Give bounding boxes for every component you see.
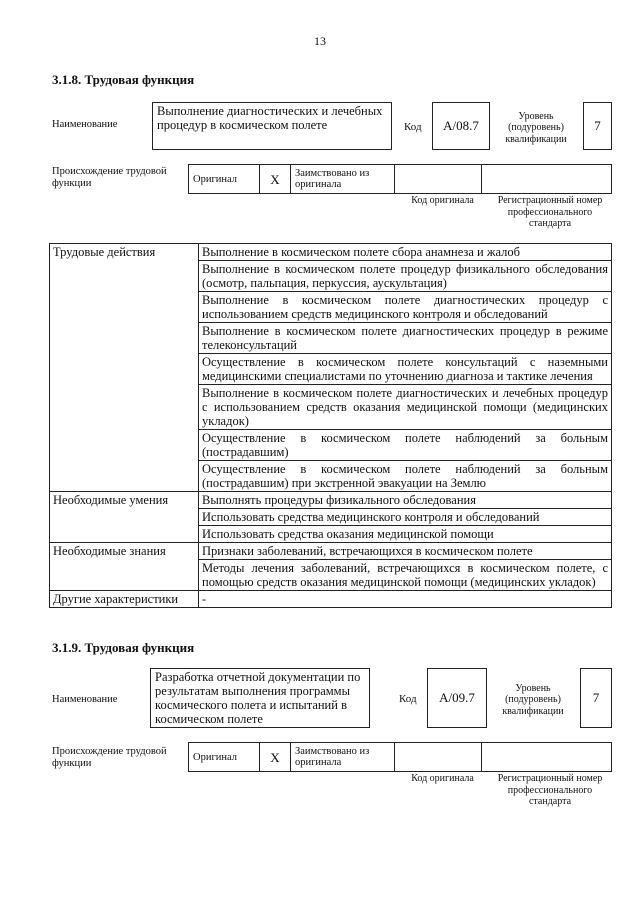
- level-label-318: Уровень (подуровень) квалификации: [505, 110, 567, 145]
- row-description: Выполнение в космическом полете диагностических и лечебных процедур с использованием средств оказания медицинской помощи (медицинских укладок): [199, 385, 612, 430]
- level-value-319: 7: [580, 668, 612, 728]
- row-description: Методы лечения заболеваний, встречающихся в космическом полете, с помощью средств оказания медицинской помощи (медицинских укладок): [199, 560, 612, 591]
- section-title-318: 3.1.8. Трудовая функция: [52, 72, 195, 87]
- orig-code-caption-318: Код оригинала: [411, 195, 474, 206]
- code-value-318: A/08.7: [432, 102, 490, 150]
- table-row: [50, 244, 612, 261]
- table-row: [50, 591, 612, 608]
- row-description: Осуществление в космическом полете консультаций с наземными медицинскими специалистами по уточнению диагноза и тактике лечения: [199, 354, 612, 385]
- orig-code-cell-319: [395, 743, 482, 772]
- row-description: Использовать средства медицинского контроля и обследований: [199, 509, 612, 526]
- reg-number-caption-318: Регистрационный номер профессионального стандарта: [497, 195, 603, 229]
- row-description: Выполнять процедуры физикального обследования: [199, 492, 612, 509]
- level-value-318: 7: [583, 102, 612, 150]
- row-description: Выполнение в космическом полете диагностических процедур в режиме телеконсультаций: [199, 323, 612, 354]
- name-label-319: Наименование: [52, 694, 118, 705]
- orig-code-caption-319: Код оригинала: [411, 773, 474, 784]
- page-number: 13: [314, 34, 326, 48]
- original-mark-319: X: [260, 743, 291, 772]
- name-value-318: Выполнение диагностических и лечебных процедур в космическом полете: [152, 102, 392, 150]
- level-label-319: Уровень (подуровень) квалификации: [502, 682, 564, 717]
- row-description: Выполнение в космическом полете сбора анамнеза и жалоб: [199, 244, 612, 261]
- row-category: Другие характеристики: [50, 591, 199, 608]
- code-value-319: A/09.7: [427, 668, 487, 728]
- code-label-319: Код: [399, 693, 417, 705]
- borrowed-label-319: Заимствовано из оригинала: [291, 743, 395, 772]
- reg-number-cell-319: [482, 743, 612, 772]
- original-mark-318: X: [260, 165, 291, 194]
- row-category: Необходимые умения: [50, 492, 199, 543]
- borrowed-label-318: Заимствовано из оригинала: [291, 165, 395, 194]
- table-row: [50, 543, 612, 560]
- code-label-318: Код: [404, 121, 422, 133]
- name-value-319: Разработка отчетной документации по результатам выполнения программы космического полета и испытаний в космическом полете: [150, 668, 370, 728]
- name-label-318: Наименование: [52, 119, 118, 130]
- reg-number-caption-319: Регистрационный номер профессионального стандарта: [497, 773, 603, 807]
- origin-label-318: Происхождение трудовой функции: [52, 166, 167, 189]
- origin-table-319: [188, 742, 612, 772]
- origin-label-319: Происхождение трудовой функции: [52, 746, 167, 769]
- original-label-319: Оригинал: [189, 743, 260, 772]
- row-description: Признаки заболеваний, встречающихся в космическом полете: [199, 543, 612, 560]
- row-category: Трудовые действия: [50, 244, 199, 492]
- orig-code-cell-318: [395, 165, 482, 194]
- row-description: -: [199, 591, 612, 608]
- reg-number-cell-318: [482, 165, 612, 194]
- original-label-318: Оригинал: [189, 165, 260, 194]
- row-description: Осуществление в космическом полете наблюдений за больным (пострадавшим) при экстренной эвакуации на Землю: [199, 461, 612, 492]
- row-description: Использовать средства оказания медицинской помощи: [199, 526, 612, 543]
- row-description: Выполнение в космическом полете диагностических процедур с использованием средств медицинского контроля и обследований: [199, 292, 612, 323]
- origin-table-318: [188, 164, 612, 194]
- row-description: Осуществление в космическом полете наблюдений за больным (пострадавшим): [199, 430, 612, 461]
- section-title-319: 3.1.9. Трудовая функция: [52, 640, 195, 655]
- table-row: [50, 492, 612, 509]
- labor-function-table: [49, 243, 612, 608]
- row-description: Выполнение в космическом полете процедур физикального обследования (осмотр, пальпация, перкуссия, аускультация): [199, 261, 612, 292]
- row-category: Необходимые знания: [50, 543, 199, 591]
